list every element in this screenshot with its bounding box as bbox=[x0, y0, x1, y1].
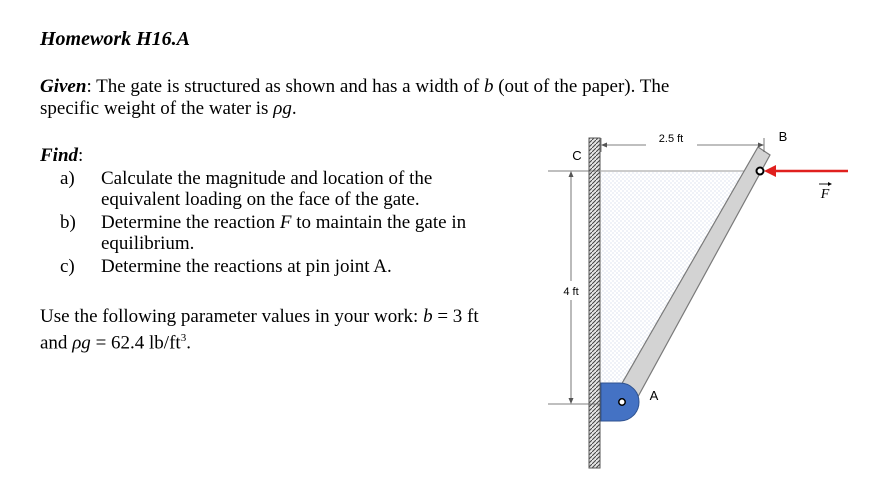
parameters-rho-exponent: 3 bbox=[180, 332, 187, 344]
pin-A bbox=[619, 399, 625, 405]
given-line2-end: . bbox=[291, 98, 297, 119]
label-C: C bbox=[572, 148, 582, 163]
label-F: F bbox=[820, 187, 830, 202]
wall bbox=[589, 138, 600, 468]
find-item-a-marker: a) bbox=[60, 168, 75, 189]
find-item-b-text-b: to maintain the gate in bbox=[291, 212, 467, 233]
given-var-rho: ρg bbox=[273, 98, 292, 119]
dim-width-arrow-left bbox=[601, 143, 607, 148]
find-colon: : bbox=[78, 145, 84, 166]
given-line2-text: specific weight of the water is bbox=[40, 98, 274, 119]
parameters-rho-value: = 62.4 lb/ft bbox=[90, 332, 181, 354]
find-item-b-var-f: F bbox=[279, 212, 292, 233]
pin-B bbox=[757, 168, 764, 175]
parameters-var-rho: ρg bbox=[72, 332, 91, 354]
dim-height-arrow-bottom bbox=[569, 398, 574, 404]
find-item-b-marker: b) bbox=[60, 212, 76, 233]
given-text-b: (out of the paper). The bbox=[493, 76, 670, 97]
find-item-a-line1: Calculate the magnitude and location of the bbox=[101, 168, 433, 189]
given-label: Given bbox=[40, 76, 87, 97]
given-text-a: : The gate is structured as shown and has a width of bbox=[86, 76, 484, 97]
dim-width-label: 2.5 ft bbox=[658, 133, 684, 145]
given-var-b: b bbox=[483, 76, 494, 97]
parameters-end: . bbox=[186, 332, 191, 354]
parameters-var-b: b bbox=[423, 306, 433, 327]
parameters-and: and bbox=[40, 332, 73, 354]
find-item-c-line1: Determine the reactions at pin joint A. bbox=[101, 256, 392, 277]
dim-height-label: 4 ft bbox=[563, 286, 579, 298]
find-item-b-text-a: Determine the reaction bbox=[101, 212, 280, 233]
force-arrow-head bbox=[764, 165, 776, 177]
dim-width-arrow-right bbox=[758, 143, 764, 148]
force-vector-overarrow-head bbox=[828, 182, 832, 186]
parameters-text: Use the following parameter values in your work: bbox=[40, 306, 424, 327]
find-label: Find bbox=[40, 145, 79, 166]
label-B: B bbox=[778, 129, 788, 144]
find-item-b-line2: equilibrium. bbox=[101, 233, 195, 254]
parameters-b-value: = 3 ft bbox=[432, 306, 479, 327]
find-item-a-line2: equivalent loading on the face of the gate. bbox=[101, 189, 420, 210]
find-item-c-marker: c) bbox=[60, 256, 75, 277]
label-A: A bbox=[649, 388, 659, 403]
homework-title: Homework H16.A bbox=[40, 28, 191, 50]
dim-height-arrow-top bbox=[569, 171, 574, 177]
